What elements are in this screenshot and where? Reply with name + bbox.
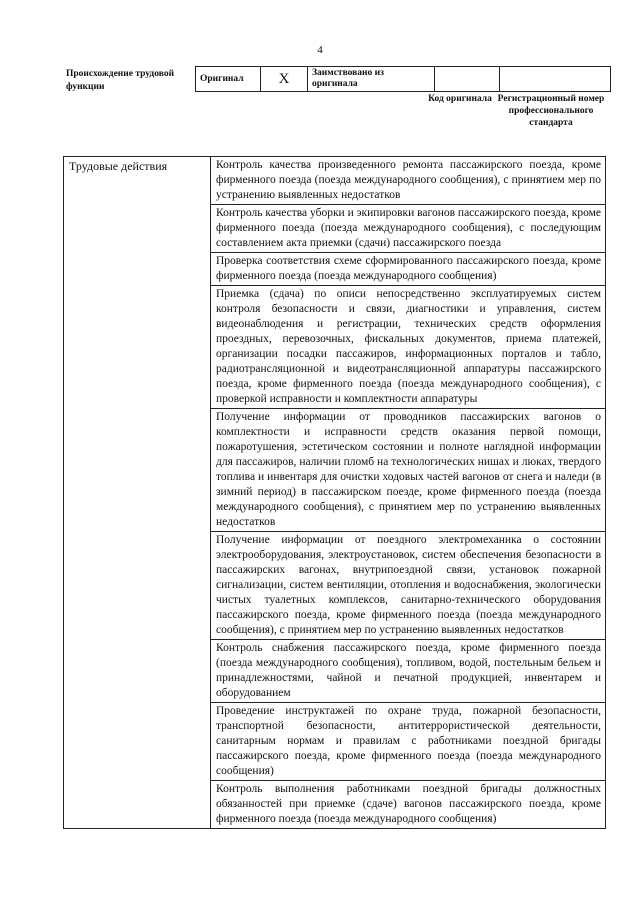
origin-table (195, 66, 611, 92)
original-mark: X (261, 67, 308, 92)
labor-action-item: Контроль снабжения пассажирского поезда, кроме фирменного поезда (поезда международного сообщения), топливом, водой, постельным бельем и принадлежностями, чайной и печатной продукцией, инвентарем и оборудованием (211, 640, 606, 703)
labor-actions-heading: Трудовые действия (64, 157, 211, 829)
labor-action-item: Получение информации от проводников пассажирских вагонов о комплектности и исправности средств оказания первой помощи, пожаротушения, эстетическом состоянии и полноте наглядной информации для пассажиров, наличии пломб на технологических нишах и люках, твердого топлива и инвентаря для очистки ходовых частей вагонов от снега и наледи (в зимний период) в пассажирском поезде, кроме фирменного поезда (поезда международного сообщения), с принятием мер по устранению выявленных недостатков (211, 409, 606, 532)
labor-action-item: Приемка (сдача) по описи непосредственно эксплуатируемых систем контроля безопасности и связи, диагностики и управления, систем видеонаблюдения и регистрации, технических средств оформления проездных, перевозочных, фискальных документов, приема платежей, организации посадки пассажиров, информационных порталов и табло, радиотрансляционной и видеотрансляционной аппаратуры пассажирского поезда, кроме фирменного поезда (поезда международного сообщения), с проверкой исправности и комплектности аппаратуры (211, 286, 606, 409)
page-number: 4 (317, 44, 323, 56)
labor-action-item: Контроль качества уборки и экипировки вагонов пассажирского поезда, кроме фирменного поезда (поезда международного сообщения), с последующим составлением акта приемки (сдачи) пассажирского поезда (211, 205, 606, 253)
origin-label: Происхождение трудовой функции (66, 69, 175, 92)
labor-action-item: Контроль качества произведенного ремонта пассажирского поезда, кроме фирменного поезда (поезда международного сообщения), с принятием мер по устранению выявленных недостатков (211, 157, 606, 205)
reg-number-cell (500, 67, 611, 92)
reg-number-label: Регистрационный номер профессионального стандарта (497, 94, 605, 128)
origin-row (196, 67, 611, 92)
code-label: Код оригинала (428, 94, 492, 104)
labor-action-item: Контроль выполнения работниками поездной бригады должностных обязанностей при приемке (сдаче) вагонов пассажирского поезда, кроме фирменного поезда (поезда международного сообщения) (211, 781, 606, 829)
borrowed-cell: Заимствовано из оригинала (308, 67, 435, 92)
original-cell: Оригинал (196, 67, 261, 92)
labor-action-item: Проверка соответствия схеме сформированного пассажирского поезда, кроме фирменного поезда (поезда международного сообщения) (211, 253, 606, 286)
code-cell (435, 67, 500, 92)
labor-action-item: Проведение инструктажей по охране труда, пожарной безопасности, транспортной безопасности, антитеррористической деятельности, санитарным нормам и правилам с работниками поездной бригады пассажирского поезда, кроме фирменного поезда (поезда международного сообщения) (211, 703, 606, 781)
labor-action-item: Получение информации от поездного электромеханика о состоянии электрооборудования, электроустановок, систем обеспечения безопасности в пассажирских вагонах, внутрипоездной связи, установок пожарной сигнализации, систем вентиляции, отопления и водоснабжения, экологически чистых туалетных комплексов, санитарно-технического оборудования пассажирского поезда, кроме фирменного поезда (поезда международного сообщения), с принятием мер по устранению выявленных недостатков (211, 532, 606, 640)
labor-action-row (64, 157, 606, 205)
labor-actions-table (63, 156, 606, 829)
